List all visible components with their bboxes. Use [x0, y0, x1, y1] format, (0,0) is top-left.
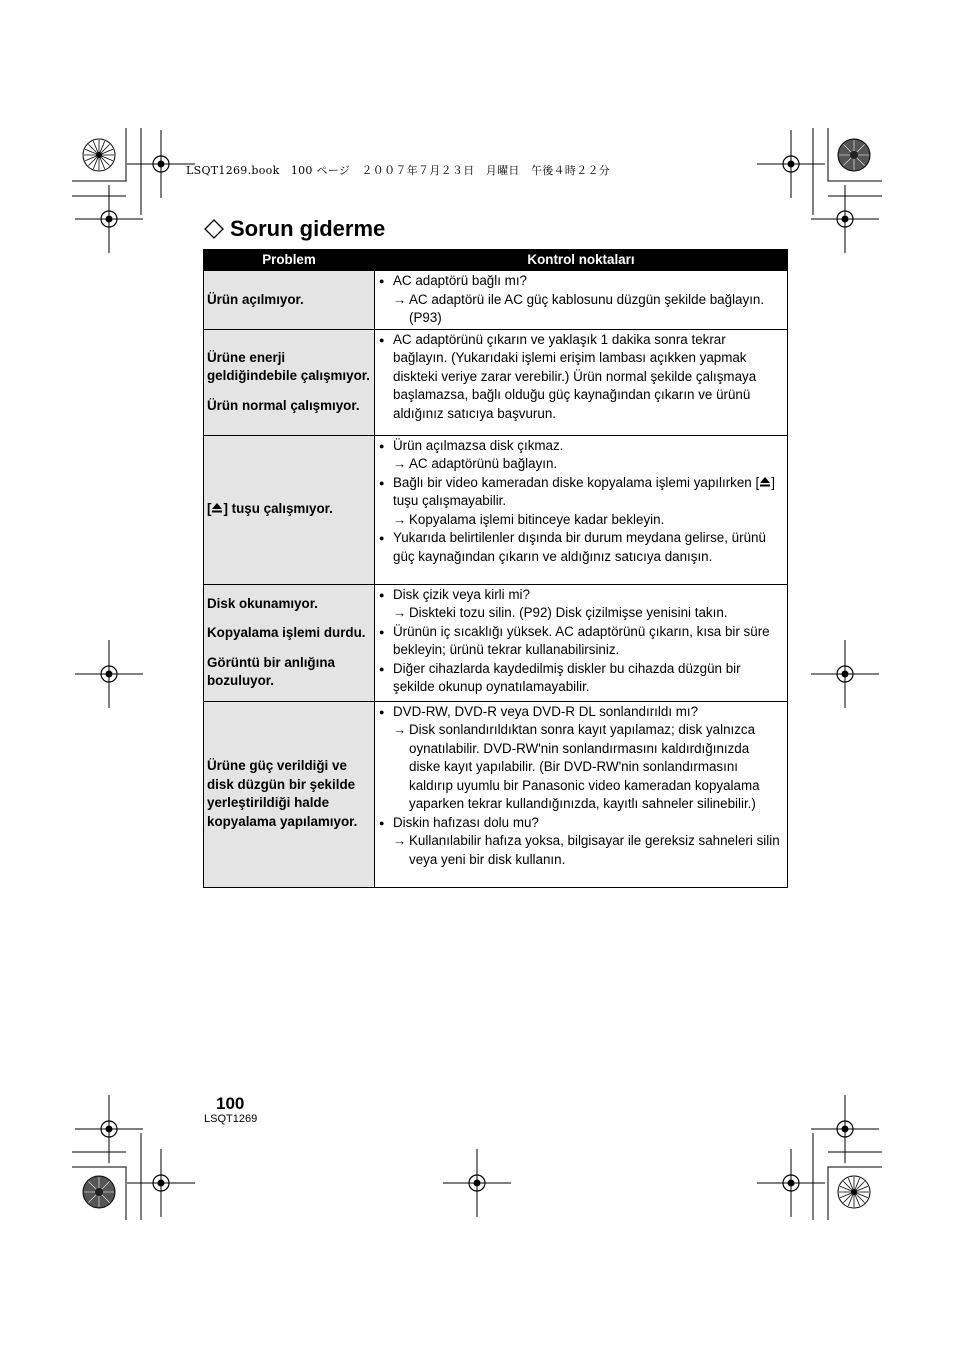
- checks-cell: [375, 329, 788, 435]
- problem-cell: [204, 435, 375, 584]
- problem-cell: [204, 329, 375, 435]
- check-item: ● Diğer cihazlarda kaydedilmiş diskler bu cihazda düzgün bir şekilde okunup oynatılamayabilir.: [378, 660, 783, 697]
- table-row: [204, 329, 788, 435]
- problem-cell: [204, 271, 375, 330]
- table-row: [204, 271, 788, 330]
- page-number: 100: [216, 1094, 245, 1113]
- problem-text: Ürüne güç verildiği ve disk düzgün bir şekilde yerleştirildiği halde kopyalama yapılamıyor.: [207, 758, 358, 829]
- check-item: → Diskteki tozu silin. (P92) Disk çizilmişse yenisini takın.: [378, 604, 783, 623]
- checks-cell: [375, 584, 788, 701]
- problem-text: Ürün açılmıyor.: [207, 291, 304, 307]
- checks-cell: [375, 701, 788, 887]
- check-item: ● AC adaptörü bağlı mı?: [378, 272, 783, 291]
- eject-icon: [211, 502, 223, 514]
- troubleshooting-table: [203, 249, 788, 888]
- check-item: ● Ürün açılmazsa disk çıkmaz.: [378, 437, 783, 456]
- section-title: [204, 216, 385, 242]
- check-item: ● Yukarıda belirtilenler dışında bir durum meydana gelirse, ürünü güç kaynağından çıkarın ve aldığınız satıcıya danışın.: [378, 529, 783, 566]
- problem-text: Ürün normal çalışmıyor.: [207, 397, 360, 413]
- diamond-icon: [204, 219, 224, 239]
- eject-icon: [759, 476, 771, 488]
- check-item: ● Diskin hafızası dolu mu?: [378, 814, 783, 833]
- table-row: [204, 435, 788, 584]
- column-header-problem: Problem: [204, 250, 375, 271]
- checks-cell: [375, 271, 788, 330]
- check-item: → AC adaptörünü bağlayın.: [378, 455, 783, 474]
- table-header-row: [204, 250, 788, 271]
- checks-cell: [375, 435, 788, 584]
- check-item: ● AC adaptörünü çıkarın ve yaklaşık 1 dakika sonra tekrar bağlayın. (Yukarıdaki işlemi erişim lambası açıkken yapmak diskteki veriye zarar verebilir.) Ürün normal şekilde çalışmaya başlamazsa, bağlı olduğu güç kaynağından çıkarın ve ürünü aldığınız satıcıya başvurun.: [378, 331, 783, 424]
- problem-text: Kopyalama işlemi durdu.: [207, 625, 366, 640]
- print-header: LSQT1269.book 100 ページ ２００７年７月２３日 月曜日 午後４時２２分: [186, 164, 611, 177]
- check-item: → Kopyalama işlemi bitinceye kadar bekleyin.: [378, 511, 783, 530]
- model-code: LSQT1269: [204, 1113, 258, 1125]
- column-header-checks: Kontrol noktaları: [375, 250, 788, 271]
- check-item: ● DVD-RW, DVD-R veya DVD-R DL sonlandırıldı mı?: [378, 703, 783, 722]
- check-item: ● Bağlı bir video kameradan diske kopyalama işlemi yapılırken [ ] tuşu çalışmayabilir.: [378, 474, 783, 511]
- problem-cell: [204, 584, 375, 701]
- check-item: → AC adaptörü ile AC güç kablosunu düzgün şekilde bağlayın. (P93): [378, 291, 783, 328]
- problem-text: Ürüne enerji geldiğindebile çalışmıyor.: [207, 349, 370, 384]
- problem-cell: [204, 701, 375, 887]
- section-title-text: Sorun giderme: [230, 216, 386, 241]
- problem-text: [ ] tuşu çalışmıyor.: [207, 501, 333, 517]
- table-row: [204, 584, 788, 701]
- problem-text: Disk okunamıyor.: [207, 595, 318, 611]
- check-item: → Kullanılabilir hafıza yoksa, bilgisayar ile gereksiz sahneleri silin veya yeni bir disk kullanın.: [378, 832, 783, 869]
- check-item: ● Disk çizik veya kirli mi?: [378, 586, 783, 605]
- check-item: → Disk sonlandırıldıktan sonra kayıt yapılamaz; disk yalnızca oynatılabilir. DVD-RW'nin sonlandırmasını kaldırdığınızda diske kayıt yapılabilir. (Bir DVD-RW'nin sonlandırmasını kaldırıp uyumlu bir Panasonic video kameradan kopyalama yaparken tekrar kullandığınızda, kayıtlı sahneler silinebilir.): [378, 721, 783, 814]
- table-row: [204, 701, 788, 887]
- problem-text: Görüntü bir anlığına bozuluyor.: [207, 654, 335, 688]
- check-item: ● Ürünün iç sıcaklığı yüksek. AC adaptörünü çıkarın, kısa bir süre bekleyin; ürünü tekrar kullanabilirsiniz.: [378, 623, 783, 660]
